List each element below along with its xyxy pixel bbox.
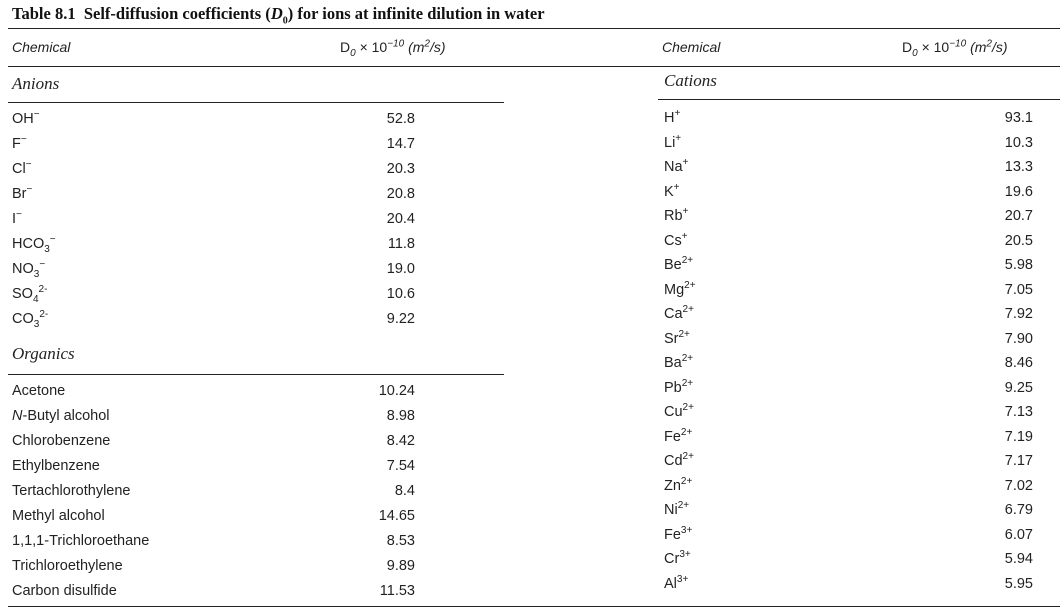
coefficient-value: 14.7 — [386, 136, 415, 152]
coefficient-value: 20.5 — [1004, 232, 1033, 249]
caption-text-post: ) for ions at infinite dilution in water — [287, 4, 545, 23]
coefficient-value: 11.53 — [379, 583, 415, 599]
cation-row — [664, 107, 1033, 129]
chemical-name: Rb+ — [664, 206, 689, 224]
bottom-rule — [8, 606, 1060, 607]
cation-row — [664, 303, 1033, 325]
chemical-name: $Ca^{2+}$ — [664, 304, 694, 322]
cation-row — [664, 230, 1033, 252]
chemical-name: $Cu^{2+}$ — [664, 402, 694, 420]
chemical-name: Acetone — [12, 383, 66, 399]
anion-row — [12, 208, 415, 230]
header-coefficient-left: $D_0 \times 10^{-10}$ $(m^2/s)$ — [340, 38, 446, 59]
organic-row — [12, 430, 415, 452]
chemical-name: 1,1,1-Trichloroethane — [12, 533, 150, 549]
organic-row — [12, 405, 415, 427]
coefficient-value: 7.02 — [1004, 477, 1033, 494]
chemical-name: Cs+ — [664, 230, 688, 249]
coefficient-value: 10.24 — [378, 383, 415, 399]
section-title-cations: Cations — [664, 71, 717, 90]
coefficient-value: 7.90 — [1004, 330, 1033, 347]
cation-row — [664, 205, 1033, 227]
coefficient-value: 20.4 — [386, 211, 415, 227]
coefficient-value: 19.6 — [1004, 183, 1033, 200]
coefficient-value: 8.4 — [394, 483, 415, 499]
chemical-name: $Sr^{2+}$ — [664, 328, 690, 347]
organics-rule — [8, 374, 504, 375]
chemical-name: $Cr^{3+}$ — [664, 549, 691, 567]
anion-row — [12, 258, 415, 280]
coefficient-value: 6.07 — [1004, 526, 1033, 543]
cation-row — [664, 573, 1033, 595]
coefficient-value: 19.0 — [386, 261, 415, 277]
organic-row — [12, 380, 415, 402]
chemical-name: $Fe^{3+}$ — [664, 524, 693, 543]
chemical-name: Trichloroethylene — [12, 558, 123, 574]
coefficient-value: 8.98 — [386, 408, 415, 424]
chemical-name: Li+ — [664, 132, 682, 151]
coefficient-value: 9.25 — [1004, 379, 1033, 396]
coefficient-value: 14.65 — [378, 508, 415, 524]
coefficient-value: 7.13 — [1004, 404, 1033, 420]
chemical-name: Carbon disulfide — [12, 583, 117, 599]
chemical-name: Cl− — [12, 159, 32, 177]
coefficient-value: 93.1 — [1004, 110, 1033, 126]
anion-row — [12, 308, 415, 330]
cation-row — [664, 279, 1033, 301]
anion-row — [12, 283, 415, 305]
coefficient-value: 9.22 — [386, 311, 415, 327]
organic-row — [12, 580, 415, 602]
chemical-name: Br− — [12, 184, 33, 202]
chemical-name: $Al^{3+}$ — [664, 573, 689, 592]
caption-symbol: D — [270, 4, 283, 23]
cation-row — [664, 377, 1033, 399]
caption-text-pre: Self-diffusion coefficients ( — [83, 4, 271, 23]
coefficient-value: 20.8 — [386, 186, 415, 202]
coefficient-value: 52.8 — [386, 111, 415, 127]
cations-rule — [658, 99, 1060, 100]
chemical-name: Chlorobenzene — [12, 433, 111, 449]
chemical-name: N-Butyl alcohol — [12, 408, 110, 424]
chemical-name: $Be^{2+}$ — [664, 255, 694, 273]
cation-row — [664, 475, 1033, 497]
coefficient-value: 10.3 — [1004, 134, 1033, 151]
coefficient-value: 9.89 — [386, 558, 415, 574]
chemical-name: $Fe^{2+}$ — [664, 426, 693, 445]
chemical-name: Na+ — [664, 157, 689, 175]
organic-row — [12, 555, 415, 577]
cation-row — [664, 426, 1033, 448]
coefficient-value: 8.46 — [1004, 355, 1033, 371]
anions-rule — [8, 102, 504, 103]
coefficient-value: 6.79 — [1004, 502, 1033, 518]
chemical-name: $NO_3^-$ — [12, 259, 46, 280]
chemical-name: $HCO_3^-$ — [12, 234, 56, 255]
chemical-name: $Cd^{2+}$ — [664, 451, 694, 469]
coefficient-value: 7.05 — [1004, 281, 1033, 298]
cation-row — [664, 156, 1033, 178]
chemical-name: $Pb^{2+}$ — [664, 377, 694, 396]
coefficient-value: 5.94 — [1004, 551, 1033, 567]
cation-row — [664, 352, 1033, 374]
coefficient-value: 5.98 — [1004, 257, 1033, 273]
chemical-name: Tertachlorothylene — [12, 483, 131, 499]
cation-row — [664, 499, 1033, 521]
organic-row — [12, 530, 415, 552]
chemical-name: $SO_4^{2-}$ — [12, 284, 48, 305]
cation-row — [664, 524, 1033, 546]
chemical-name: $Zn^{2+}$ — [664, 475, 693, 494]
anion-row — [12, 133, 415, 155]
cation-row — [664, 328, 1033, 350]
chemical-name: $Ni^{2+}$ — [664, 500, 690, 518]
cation-row — [664, 181, 1033, 203]
coefficient-value: 8.53 — [386, 533, 415, 549]
chemical-name: I− — [12, 209, 22, 227]
chemical-name: Methyl alcohol — [12, 508, 105, 524]
top-rule — [8, 28, 1060, 29]
caption-label: Table 8.1 — [12, 4, 76, 23]
coefficient-value: 10.6 — [386, 286, 415, 302]
chemical-name: F− — [12, 134, 27, 152]
coefficient-value: 7.17 — [1004, 453, 1033, 469]
anion-row — [12, 233, 415, 255]
anion-row — [12, 183, 415, 205]
header-chemical-right: Chemical — [662, 39, 721, 55]
chemical-name: K+ — [664, 181, 680, 200]
organic-row — [12, 455, 415, 477]
table-caption — [12, 4, 545, 27]
coefficient-value: 20.7 — [1004, 208, 1033, 224]
cation-row — [664, 548, 1033, 570]
coefficient-value: 7.92 — [1004, 306, 1033, 322]
anion-row — [12, 158, 415, 180]
chemical-name: H+ — [664, 108, 681, 126]
header-rule — [8, 66, 1060, 67]
header-chemical-left: Chemical — [12, 39, 71, 55]
cation-row — [664, 254, 1033, 276]
anion-row — [12, 108, 415, 130]
chemical-name: $Mg^{2+}$ — [664, 279, 696, 298]
caption-symbol-sub: 0 — [282, 15, 288, 27]
chemical-name: $CO_3^{2-}$ — [12, 309, 49, 330]
coefficient-value: 7.54 — [386, 458, 415, 474]
organic-row — [12, 505, 415, 527]
chemical-name: OH− — [12, 109, 40, 127]
chemical-name: Ethylbenzene — [12, 458, 100, 474]
coefficient-value: 8.42 — [386, 433, 415, 449]
cation-row — [664, 450, 1033, 472]
coefficient-value: 7.19 — [1004, 428, 1033, 445]
cation-row — [664, 401, 1033, 423]
section-title-anions: Anions — [12, 74, 60, 93]
header-coefficient-right: $D_0 \times 10^{-10}$ $(m^2/s)$ — [902, 38, 1008, 59]
coefficient-value: 13.3 — [1004, 159, 1033, 175]
cation-row — [664, 132, 1033, 154]
section-title-organics: Organics — [12, 344, 75, 363]
coefficient-value: 11.8 — [387, 236, 415, 252]
coefficient-value: 20.3 — [386, 161, 415, 177]
organic-row — [12, 480, 415, 502]
chemical-name: $Ba^{2+}$ — [664, 353, 694, 371]
coefficient-value: 5.95 — [1004, 575, 1033, 592]
